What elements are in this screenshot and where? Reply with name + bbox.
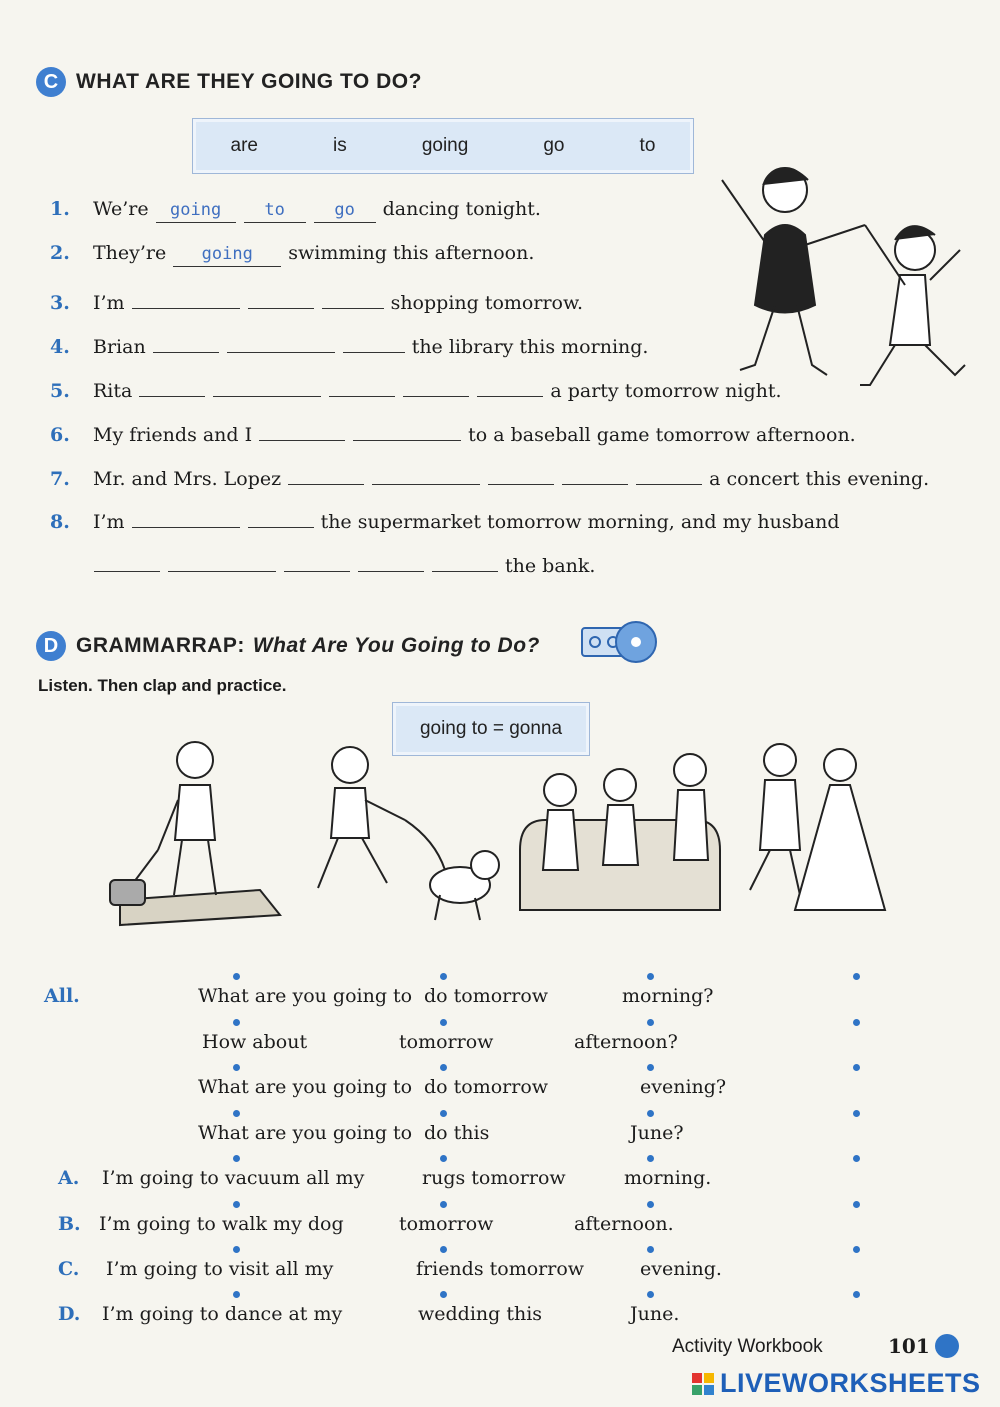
beat-dot-icon — [647, 1064, 654, 1071]
answer-blank[interactable] — [372, 462, 480, 485]
answer-blank-filled[interactable]: go — [314, 200, 376, 223]
section-c-badge: C — [36, 67, 66, 97]
cassette-cd-icon — [580, 618, 660, 668]
rap-line-text: evening? — [640, 1076, 727, 1098]
beat-dot-icon — [440, 1201, 447, 1208]
page-number: 101 — [888, 1334, 930, 1358]
dancing-couple-illustration — [705, 155, 975, 405]
exercise-item — [50, 374, 785, 402]
beat-dot-icon — [853, 973, 860, 980]
rap-line-text: do this — [424, 1122, 490, 1144]
sentence-text: We’re — [93, 198, 149, 220]
gonna-note-text: going to = gonna — [419, 718, 563, 739]
sentence-text: to a baseball game tomorrow afternoon. — [468, 424, 856, 446]
sentence-text: swimming this afternoon. — [288, 242, 535, 264]
answer-blank[interactable] — [288, 462, 364, 485]
answer-blank[interactable] — [94, 549, 160, 572]
section-d-title-prefix: GRAMMARRAP: — [76, 634, 245, 657]
item-number: 1. — [50, 198, 70, 220]
beat-dot-icon — [233, 1155, 240, 1162]
rap-speaker-label: A. — [58, 1167, 80, 1189]
item-number: 7. — [50, 468, 70, 490]
beat-dot-icon — [440, 1291, 447, 1298]
exercise-item — [50, 505, 843, 533]
rap-speaker-label: B. — [58, 1213, 81, 1235]
beat-dot-icon — [440, 1246, 447, 1253]
beat-dot-icon — [647, 1110, 654, 1117]
rap-line-text: do tomorrow — [424, 985, 549, 1007]
beat-dot-icon — [233, 973, 240, 980]
answer-blank[interactable] — [168, 549, 276, 572]
rap-line-text: friends tomorrow — [416, 1258, 585, 1280]
answer-blank[interactable] — [403, 374, 469, 397]
rap-speaker-label: C. — [58, 1258, 80, 1280]
word-bank-item: is — [333, 135, 347, 156]
answer-blank-filled[interactable]: going — [156, 200, 236, 223]
beat-dot-icon — [853, 1291, 860, 1298]
beat-dot-icon — [647, 1019, 654, 1026]
answer-blank[interactable] — [248, 505, 314, 528]
sentence-text: Brian — [93, 336, 146, 358]
answer-blank[interactable] — [227, 330, 335, 353]
exercise-item — [50, 462, 932, 490]
rap-line-text: June? — [630, 1122, 684, 1144]
answer-blank[interactable] — [562, 462, 628, 485]
answer-blank[interactable] — [353, 418, 461, 441]
beat-dot-icon — [233, 1246, 240, 1253]
rap-line-text: How about — [202, 1031, 308, 1053]
beat-dot-icon — [853, 1201, 860, 1208]
exercise-item — [50, 198, 544, 223]
exercise-item — [50, 286, 586, 314]
word-bank-item: to — [639, 135, 656, 156]
beat-dot-icon — [440, 1064, 447, 1071]
section-c-header — [36, 67, 422, 97]
answer-blank[interactable] — [329, 374, 395, 397]
rap-line-text: morning. — [624, 1167, 712, 1189]
item-number: 4. — [50, 336, 70, 358]
answer-blank[interactable] — [213, 374, 321, 397]
exercise-item — [50, 418, 859, 446]
item-number: 3. — [50, 292, 70, 314]
exercise-item — [50, 242, 537, 267]
rap-line-text: I’m going to walk my dog — [99, 1213, 344, 1235]
beat-dot-icon — [440, 1019, 447, 1026]
answer-blank[interactable] — [322, 286, 384, 309]
page-dot-icon — [935, 1334, 959, 1358]
word-bank — [192, 118, 694, 174]
exercise-item — [50, 330, 651, 358]
beat-dot-icon — [233, 1291, 240, 1298]
rap-line-text: wedding this — [418, 1303, 543, 1325]
answer-blank[interactable] — [132, 286, 240, 309]
rap-line-text: I’m going to visit all my — [106, 1258, 334, 1280]
sentence-text: the bank. — [505, 555, 596, 577]
beat-dot-icon — [440, 1155, 447, 1162]
rap-line-text: afternoon? — [574, 1031, 678, 1053]
item-number: 8. — [50, 511, 70, 533]
rap-line-text: do tomorrow — [424, 1076, 549, 1098]
word-bank-item: going — [421, 135, 469, 156]
rap-line-text: I’m going to dance at my — [102, 1303, 343, 1325]
workbook-label: Activity Workbook — [672, 1336, 823, 1357]
answer-blank[interactable] — [259, 418, 345, 441]
beat-dot-icon — [853, 1246, 860, 1253]
rap-speaker-label: D. — [58, 1303, 81, 1325]
answer-blank[interactable] — [636, 462, 702, 485]
section-c-title: WHAT ARE THEY GOING TO DO? — [76, 70, 422, 93]
beat-dot-icon — [647, 1291, 654, 1298]
sentence-text: Mr. and Mrs. Lopez — [93, 468, 282, 490]
rap-line-text: rugs tomorrow — [422, 1167, 566, 1189]
word-bank-item: go — [543, 135, 565, 156]
liveworksheets-text: LIVEWORKSHEETS — [720, 1368, 981, 1398]
answer-blank-filled[interactable]: to — [244, 200, 306, 223]
answer-blank-filled[interactable]: going — [173, 244, 281, 267]
section-d-title: What Are You Going to Do? — [252, 634, 540, 657]
answer-blank[interactable] — [488, 462, 554, 485]
rap-line-text: I’m going to vacuum all my — [102, 1167, 365, 1189]
item-number: 2. — [50, 242, 70, 264]
sentence-text: the supermarket tomorrow morning, and my husband — [320, 511, 840, 533]
answer-blank[interactable] — [248, 286, 314, 309]
liveworksheets-brand[interactable] — [692, 1368, 981, 1399]
rap-speaker-label: All. — [44, 985, 80, 1007]
rap-line-text: evening. — [640, 1258, 722, 1280]
rap-line-text: tomorrow — [399, 1213, 494, 1235]
activities-illustration — [100, 730, 900, 940]
sentence-text: a party tomorrow night. — [550, 380, 782, 402]
sentence-text: I’m — [93, 511, 125, 533]
sentence-text: They’re — [93, 242, 167, 264]
beat-dot-icon — [853, 1110, 860, 1117]
sentence-text: the library this morning. — [411, 336, 649, 358]
item-number: 6. — [50, 424, 70, 446]
section-d-header — [36, 631, 540, 661]
answer-blank[interactable] — [132, 505, 240, 528]
answer-blank[interactable] — [284, 549, 350, 572]
sentence-text: Rita — [93, 380, 133, 402]
exercise-item-continuation — [90, 549, 598, 577]
beat-dot-icon — [647, 1155, 654, 1162]
answer-blank[interactable] — [358, 549, 424, 572]
answer-blank[interactable] — [432, 549, 498, 572]
beat-dot-icon — [233, 1110, 240, 1117]
beat-dot-icon — [233, 1064, 240, 1071]
beat-dot-icon — [853, 1064, 860, 1071]
sentence-text: a concert this evening. — [709, 468, 930, 490]
answer-blank[interactable] — [343, 330, 405, 353]
beat-dot-icon — [647, 973, 654, 980]
rap-line-text: afternoon. — [574, 1213, 674, 1235]
rap-line-text: What are you going to — [198, 1122, 413, 1144]
answer-blank[interactable] — [139, 374, 205, 397]
beat-dot-icon — [853, 1155, 860, 1162]
beat-dot-icon — [647, 1246, 654, 1253]
section-d-badge: D — [36, 631, 66, 661]
rap-line-text: What are you going to — [198, 985, 413, 1007]
beat-dot-icon — [853, 1019, 860, 1026]
word-bank-item: are — [230, 135, 258, 156]
answer-blank[interactable] — [153, 330, 219, 353]
answer-blank[interactable] — [477, 374, 543, 397]
beat-dot-icon — [440, 973, 447, 980]
sentence-text: My friends and I — [93, 424, 253, 446]
instruction-text: Listen. Then clap and practice. — [38, 676, 287, 695]
rap-line-text: June. — [630, 1303, 680, 1325]
sentence-text: shopping tomorrow. — [390, 292, 584, 314]
beat-dot-icon — [440, 1110, 447, 1117]
beat-dot-icon — [647, 1201, 654, 1208]
beat-dot-icon — [233, 1019, 240, 1026]
rap-line-text: morning? — [622, 985, 714, 1007]
rap-line-text: tomorrow — [399, 1031, 494, 1053]
sentence-text: dancing tonight. — [382, 198, 541, 220]
rap-line-text: What are you going to — [198, 1076, 413, 1098]
liveworksheets-logo-icon — [692, 1373, 714, 1395]
beat-dot-icon — [233, 1201, 240, 1208]
item-number: 5. — [50, 380, 70, 402]
sentence-text: I’m — [93, 292, 125, 314]
